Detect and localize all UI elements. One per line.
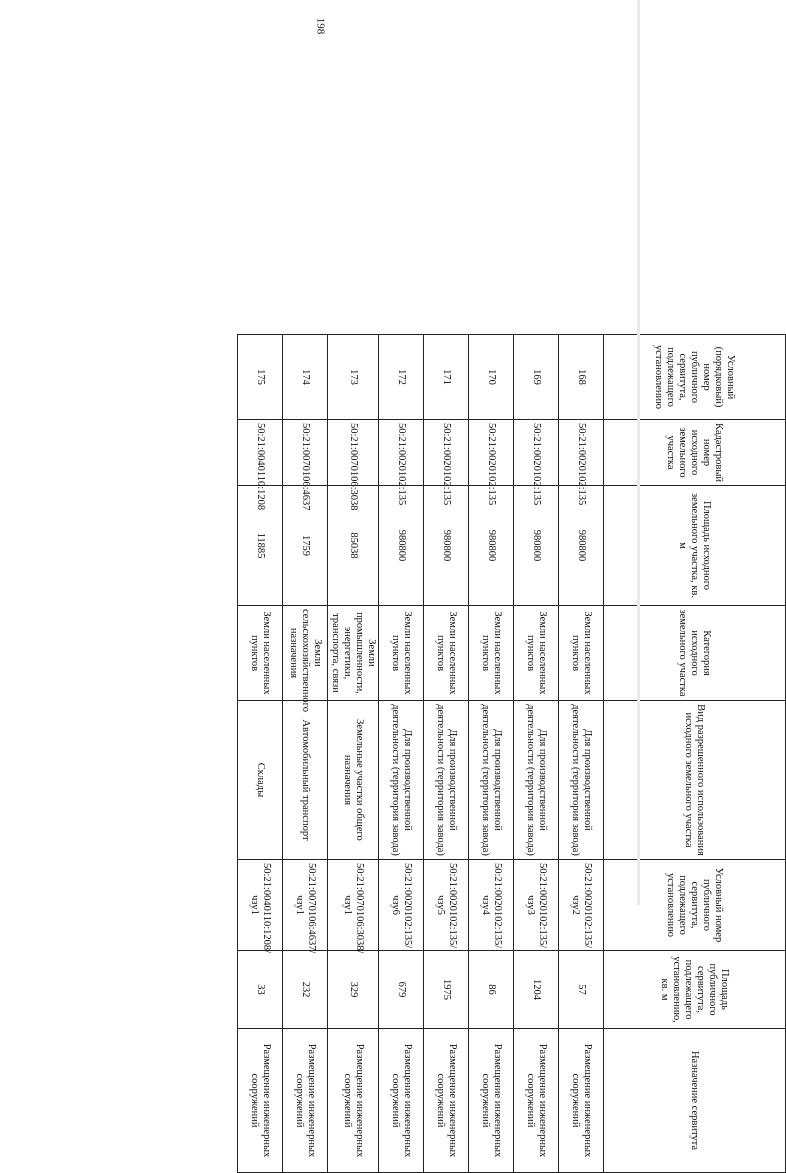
table-header-row: [604, 335, 786, 1173]
cell-permitted-use: Для производственной деятельности (территория завода): [424, 701, 469, 860]
cell-servitude-area: 1975: [424, 951, 469, 1029]
cell-servitude-area: 329: [328, 951, 379, 1029]
cell-ordinal: 169: [514, 335, 559, 420]
cell-ordinal: 174: [283, 335, 328, 420]
cell-land-category: Земли населенных пунктов: [559, 606, 604, 701]
table-row: [379, 335, 424, 1173]
cell-parcel-area: 980800: [469, 486, 514, 606]
cell-cadastral-number: 50:21:0020102:135: [424, 420, 469, 486]
cell-servitude-purpose: Размещение инженерных сооружений: [559, 1029, 604, 1173]
cell-servitude-purpose: Размещение инженерных сооружений: [469, 1029, 514, 1173]
cell-permitted-use: Склады: [238, 701, 283, 860]
header-servitude-number: Условный номер публичного сервитута, подлежащего установлению: [604, 860, 786, 951]
cell-servitude-purpose: Размещение инженерных сооружений: [283, 1029, 328, 1173]
cell-permitted-use: Для производственной деятельности (территория завода): [379, 701, 424, 860]
cell-permitted-use: Для производственной деятельности (территория завода): [559, 701, 604, 860]
cell-cadastral-number: 50:21:0020102:135: [559, 420, 604, 486]
cell-ordinal: 172: [379, 335, 424, 420]
cell-cadastral-number: 50:21:0020102:135: [469, 420, 514, 486]
table-row: [514, 335, 559, 1173]
cell-parcel-area: 980800: [559, 486, 604, 606]
page-number: 198: [314, 17, 327, 35]
cell-parcel-area: 980800: [424, 486, 469, 606]
cell-ordinal: 171: [424, 335, 469, 420]
cell-ordinal: 173: [328, 335, 379, 420]
cell-servitude-purpose: Размещение инженерных сооружений: [328, 1029, 379, 1173]
header-parcel-area: Площадь исходного земельного участка, кв. м: [604, 486, 786, 606]
table-row: [469, 335, 514, 1173]
cell-cadastral-number: 50:21:0040110:1208: [238, 420, 283, 486]
cell-servitude-number: 50:21:0070106:3038/чзу1: [328, 860, 379, 951]
cell-land-category: Земли населенных пунктов: [424, 606, 469, 701]
cell-servitude-number: 50:21:0020102:135/чзу3: [514, 860, 559, 951]
cell-servitude-number: 50:21:0040110:1208/чзу1: [238, 860, 283, 951]
cell-cadastral-number: 50:21:0070106:3038: [328, 420, 379, 486]
cell-parcel-area: 11885: [238, 486, 283, 606]
cell-servitude-number: 50:21:0070106:4637/чзу1: [283, 860, 328, 951]
cell-parcel-area: 85038: [328, 486, 379, 606]
table-row: [424, 335, 469, 1173]
cell-land-category: Земли населенных пунктов: [469, 606, 514, 701]
header-servitude-area: Площадь публичного сервитута, подлежащего установлению, кв. м: [604, 951, 786, 1029]
cell-ordinal: 170: [469, 335, 514, 420]
cell-permitted-use: Для производственной деятельности (территория завода): [469, 701, 514, 860]
cell-servitude-area: 1204: [514, 951, 559, 1029]
cell-cadastral-number: 50:21:0020102:135: [514, 420, 559, 486]
header-servitude-ordinal: Условный (порядковый) номер публичного сервитута, подлежащего установлению: [604, 335, 786, 420]
cell-land-category: Земли промышленности, энергетики, транспорта, связи: [328, 606, 379, 701]
cell-permitted-use: Автомобильный транспорт: [283, 701, 328, 860]
cell-land-category: Земли сельскохозяйственного назначения: [283, 606, 328, 701]
cell-cadastral-number: 50:21:0020102:135: [379, 420, 424, 486]
cell-permitted-use: Для производственной деятельности (территория завода): [514, 701, 559, 860]
cell-permitted-use: Земельные участки общего назначения: [328, 701, 379, 860]
servitude-table: [237, 334, 786, 1173]
cell-servitude-area: 57: [559, 951, 604, 1029]
cell-servitude-number: 50:21:0020102:135/чзу6: [379, 860, 424, 951]
cell-cadastral-number: 50:21:0070106:4637: [283, 420, 328, 486]
cell-servitude-purpose: Размещение инженерных сооружений: [238, 1029, 283, 1173]
header-permitted-use: Вид разрешенного использования исходного земельного участка: [604, 701, 786, 860]
table-row: [238, 335, 283, 1173]
cell-servitude-purpose: Размещение инженерных сооружений: [379, 1029, 424, 1173]
cell-servitude-number: 50:21:0020102:135/чзу4: [469, 860, 514, 951]
table-row: [283, 335, 328, 1173]
header-servitude-purpose: Назначение сервитута: [604, 1029, 786, 1173]
cell-servitude-purpose: Размещение инженерных сооружений: [514, 1029, 559, 1173]
table-row: [328, 335, 379, 1173]
cell-servitude-number: 50:21:0020102:135/чзу5: [424, 860, 469, 951]
cell-parcel-area: 980800: [514, 486, 559, 606]
cell-ordinal: 168: [559, 335, 604, 420]
servitude-table-rotated: [244, 334, 786, 1172]
cell-land-category: Земли населенных пунктов: [514, 606, 559, 701]
table-row: [559, 335, 604, 1173]
header-cadastral-number: Кадастровый номер исходного земельного участка: [604, 420, 786, 486]
cell-servitude-area: 33: [238, 951, 283, 1029]
cell-servitude-area: 679: [379, 951, 424, 1029]
cell-servitude-purpose: Размещение инженерных сооружений: [424, 1029, 469, 1173]
cell-servitude-area: 86: [469, 951, 514, 1029]
cell-land-category: Земли населенных пунктов: [238, 606, 283, 701]
cell-parcel-area: 980800: [379, 486, 424, 606]
cell-parcel-area: 1759: [283, 486, 328, 606]
header-land-category: Категория исходного земельного участка: [604, 606, 786, 701]
cell-servitude-area: 232: [283, 951, 328, 1029]
scan-edge-shadow: [637, 0, 640, 905]
cell-servitude-number: 50:21:0020102:135/чзу2: [559, 860, 604, 951]
cell-land-category: Земли населенных пунктов: [379, 606, 424, 701]
cell-ordinal: 175: [238, 335, 283, 420]
